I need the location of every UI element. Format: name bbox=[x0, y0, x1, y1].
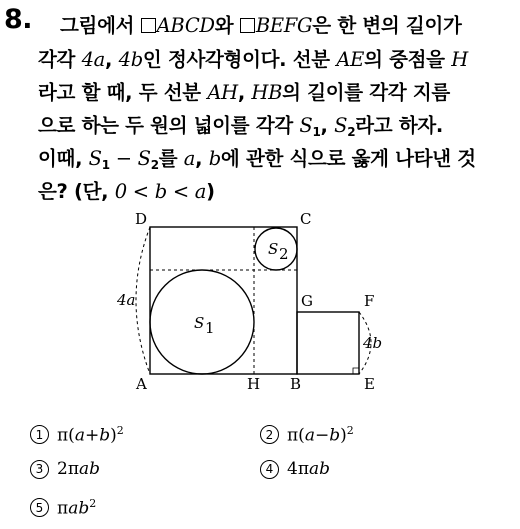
question-text: 은? (단, bbox=[38, 180, 115, 203]
choice-1[interactable] bbox=[30, 424, 124, 446]
label-circle-s2: S bbox=[268, 240, 279, 258]
square-symbol bbox=[141, 18, 156, 33]
math-term: S bbox=[334, 114, 348, 137]
math-term: HB bbox=[251, 81, 283, 104]
choice-2[interactable] bbox=[260, 424, 354, 446]
choice-5[interactable] bbox=[30, 497, 96, 519]
math-name: BEFG bbox=[255, 14, 313, 37]
subscript: 2 bbox=[347, 125, 356, 139]
question-number: 8. bbox=[4, 4, 33, 35]
subscript: 1 bbox=[312, 125, 321, 139]
question-text: 라고 하자. bbox=[355, 114, 443, 137]
label-g: G bbox=[301, 292, 313, 310]
question-text: 으로 하는 두 원의 넓이를 각각 bbox=[38, 114, 300, 137]
choice-number: 4 bbox=[260, 460, 279, 479]
math-term: S bbox=[137, 147, 151, 170]
math-term: S bbox=[88, 147, 102, 170]
math-term: AH bbox=[207, 81, 238, 104]
math-term: 0 < b < a bbox=[114, 180, 207, 203]
label-circle-s2-sub: 2 bbox=[279, 245, 289, 263]
square-symbol bbox=[240, 18, 255, 33]
square-befg bbox=[297, 312, 359, 374]
choice-4[interactable] bbox=[260, 459, 330, 479]
choice-number: 1 bbox=[30, 425, 49, 444]
question-text: 이때, bbox=[38, 147, 89, 170]
question-text: , bbox=[105, 48, 119, 71]
subscript: 2 bbox=[150, 158, 159, 172]
question-text: 를 bbox=[158, 147, 184, 170]
label-b: B bbox=[290, 375, 302, 393]
question-text: ) bbox=[206, 180, 215, 203]
choice-expression: $\pi(a+b)^2$ bbox=[57, 424, 124, 446]
label-side-4b: 4b bbox=[363, 334, 383, 352]
math-term: 4b bbox=[118, 48, 143, 71]
geometry-figure bbox=[110, 200, 400, 400]
question-text: 은 한 변의 길이가 bbox=[312, 14, 462, 37]
question-text: 인 정사각형이다. 선분 bbox=[142, 48, 337, 71]
question-text: 의 중점을 bbox=[364, 48, 452, 71]
choice-number: 5 bbox=[30, 498, 49, 517]
math-operator: − bbox=[109, 147, 138, 170]
question-text: 그림에서 bbox=[60, 14, 141, 37]
question-line-1 bbox=[60, 10, 462, 38]
question-text: , bbox=[320, 114, 335, 137]
math-term: b bbox=[208, 147, 221, 170]
right-angle-mark bbox=[353, 368, 359, 374]
choice-3[interactable] bbox=[30, 459, 100, 479]
math-name: ABCD bbox=[156, 14, 215, 37]
label-d: D bbox=[135, 210, 148, 228]
question-line-3 bbox=[38, 77, 450, 105]
question-text: 라고 할 때, 두 선분 bbox=[38, 81, 208, 104]
question-text: , bbox=[195, 147, 209, 170]
choice-expression: 4πab bbox=[287, 459, 331, 479]
label-side-4a: 4a bbox=[117, 291, 136, 309]
label-f: F bbox=[364, 292, 375, 310]
question-line-5 bbox=[38, 143, 476, 172]
math-term: AE bbox=[336, 48, 365, 71]
label-e: E bbox=[364, 375, 375, 393]
math-term: 4a bbox=[81, 48, 106, 71]
question-text: 에 관한 식으로 옳게 나타낸 것 bbox=[220, 147, 476, 170]
label-h: H bbox=[247, 375, 261, 393]
label-circle-s1-sub: 1 bbox=[205, 319, 215, 337]
math-term: H bbox=[451, 48, 468, 71]
question-text: 각각 bbox=[38, 48, 82, 71]
label-c: C bbox=[300, 210, 312, 228]
math-term: a bbox=[183, 147, 196, 170]
question-line-4 bbox=[38, 110, 443, 139]
side-arc-4a bbox=[136, 227, 150, 374]
subscript: 1 bbox=[101, 158, 110, 172]
math-term: S bbox=[299, 114, 313, 137]
choice-expression: $\pi(a-b)^2$ bbox=[287, 424, 354, 446]
label-a: A bbox=[136, 375, 147, 393]
question-line-2 bbox=[38, 44, 468, 72]
question-text: , bbox=[237, 81, 252, 104]
choice-number: 3 bbox=[30, 460, 49, 479]
question-text: 와 bbox=[214, 14, 240, 37]
choice-expression: πab$^2$ bbox=[57, 497, 97, 519]
choice-number: 2 bbox=[260, 425, 279, 444]
label-circle-s1: S bbox=[194, 314, 205, 332]
question-text: 의 길이를 각각 지름 bbox=[282, 81, 450, 104]
choice-expression: 2πab bbox=[57, 459, 101, 479]
